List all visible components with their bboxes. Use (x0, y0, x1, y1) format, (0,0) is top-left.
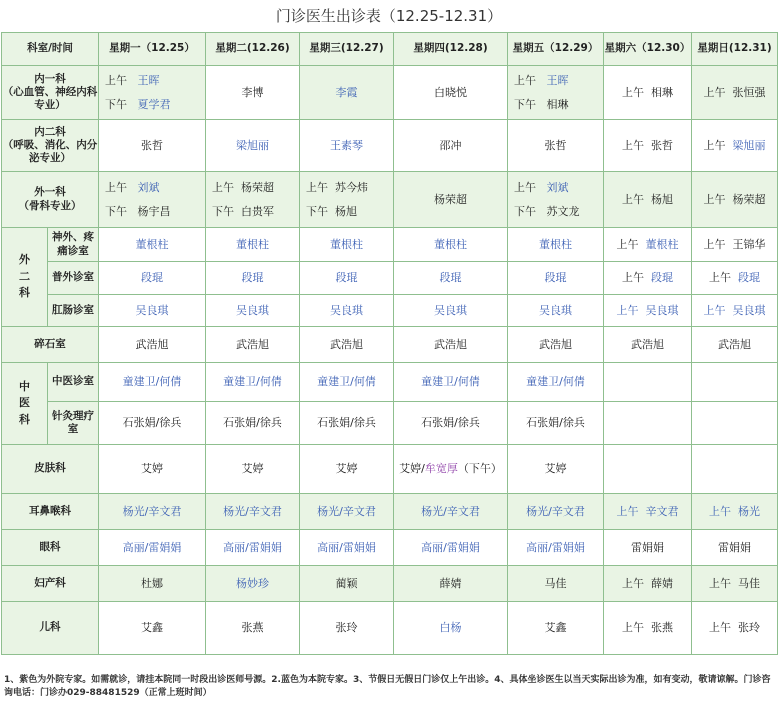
cell: 上午 相琳 (604, 66, 692, 120)
cell-empty (604, 402, 692, 445)
cell: 童建卫/何倩 (394, 363, 508, 402)
cell: 上午 刘斌 下午 苏文龙 (508, 172, 604, 228)
cell: 武浩旭 (394, 327, 508, 363)
header-fri: 星期五（12.29） (508, 33, 604, 66)
cell: 艾鑫 (508, 602, 604, 655)
sub-dept: 神外、疼痛诊室 (48, 228, 99, 262)
cell-empty (604, 445, 692, 494)
dept-label: 外一科 （骨科专业） (18, 186, 82, 212)
cell: 武浩旭 (206, 327, 300, 363)
cell: 石张娟/徐兵 (394, 402, 508, 445)
cell: 上午 杨荣超 (692, 172, 778, 228)
cell: 白晓悦 (394, 66, 508, 120)
cell: 吴良琪 (508, 295, 604, 327)
cell: 董根柱 (206, 228, 300, 262)
cell: 童建卫/何倩 (206, 363, 300, 402)
row-nk2 (2, 120, 778, 172)
cell: 吴良琪 (99, 295, 206, 327)
dept-fck: 妇产科 (2, 566, 99, 602)
cell: 艾鑫 (99, 602, 206, 655)
cell: 艾婷 (300, 445, 394, 494)
cell: 艾婷 (508, 445, 604, 494)
cell: 上午 张燕 (604, 602, 692, 655)
dept-sui: 碎石室 (2, 327, 99, 363)
row-yk (2, 530, 778, 566)
row-ebh (2, 494, 778, 530)
cell: 高丽/雷娟娟 (394, 530, 508, 566)
sub-dept: 针灸理疗室 (48, 402, 99, 445)
cell: 高丽/雷娟娟 (99, 530, 206, 566)
cell: 张燕 (206, 602, 300, 655)
cell: 王素琴 (300, 120, 394, 172)
cell: 段琨 (508, 262, 604, 295)
cell: 武浩旭 (692, 327, 778, 363)
cell: 董根柱 (99, 228, 206, 262)
row-sui (2, 327, 778, 363)
dept-wk2 (2, 228, 48, 327)
dept-nk2 (2, 120, 99, 172)
dept-nk1 (2, 66, 99, 120)
dept-ek: 儿科 (2, 602, 99, 655)
header-mon: 星期一（12.25） (99, 33, 206, 66)
cell: 董根柱 (508, 228, 604, 262)
footnote: 1、紫色为外院专家。如需就诊，请挂本院同一时段出诊医师号源。2.蓝色为本院专家。3、节假日无假日门诊仅上午出诊。4、具体坐诊医生以当天实际出诊为准，如有变动，敬请谅解。门诊咨询电话：门诊办029-88481529（正常上班时间） (4, 675, 771, 698)
cell: 雷娟娟 (604, 530, 692, 566)
cell: 李博 (206, 66, 300, 120)
cell: 上午 张玲 (692, 602, 778, 655)
row-zyzs (2, 363, 778, 402)
row-fck (2, 566, 778, 602)
header-sun: 星期日(12.31) (692, 33, 778, 66)
cell: 上午 张哲 (604, 120, 692, 172)
cell: 上午 杨旭 (604, 172, 692, 228)
cell: 石张娟/徐兵 (206, 402, 300, 445)
cell: 薛婧 (394, 566, 508, 602)
dept-label: 内一科 （心血管、神经内科专业） (2, 72, 98, 112)
cell: 武浩旭 (508, 327, 604, 363)
row-ek (2, 602, 778, 655)
header-tue: 星期二(12.26) (206, 33, 300, 66)
cell: 艾婷 (99, 445, 206, 494)
cell: 武浩旭 (300, 327, 394, 363)
cell: 段琨 (300, 262, 394, 295)
cell: 吴良琪 (300, 295, 394, 327)
cell: 武浩旭 (99, 327, 206, 363)
cell: 蔺颖 (300, 566, 394, 602)
cell: 杨光/辛文君 (99, 494, 206, 530)
row-gc (2, 295, 778, 327)
cell: 上午 刘斌 下午 杨宇昌 (99, 172, 206, 228)
cell: 白杨 (394, 602, 508, 655)
dept-pf: 皮肤科 (2, 445, 99, 494)
page-title: 门诊医生出诊表（12.25-12.31） (275, 7, 503, 25)
cell: 杨光/辛文君 (394, 494, 508, 530)
row-zj (2, 402, 778, 445)
dept-yk: 眼科 (2, 530, 99, 566)
dept-label: 内二科 （呼吸、消化、内分泌专业） (2, 125, 98, 165)
cell: 李霞 (300, 66, 394, 120)
cell: 段琨 (206, 262, 300, 295)
header-row (2, 33, 778, 66)
cell: 董根柱 (394, 228, 508, 262)
dept-label: 外二科 (19, 253, 30, 300)
cell: 上午 王晖 下午 夏学君 (99, 66, 206, 120)
cell: 上午 苏今炜 下午 杨旭 (300, 172, 394, 228)
cell: 上午 杨荣超 下午 白贵军 (206, 172, 300, 228)
cell: 上午 梁旭丽 (692, 120, 778, 172)
cell: 马佳 (508, 566, 604, 602)
cell: 上午 辛文君 (604, 494, 692, 530)
cell: 上午 王晖 下午 相琳 (508, 66, 604, 120)
dept-wk1 (2, 172, 99, 228)
cell: 雷娟娟 (692, 530, 778, 566)
cell: 杨光/辛文君 (508, 494, 604, 530)
schedule-table (1, 32, 778, 655)
cell: 邵冲 (394, 120, 508, 172)
row-pf (2, 445, 778, 494)
cell: 上午 董根柱 (604, 228, 692, 262)
sub-dept: 中医诊室 (48, 363, 99, 402)
cell: 上午 吴良琪 (604, 295, 692, 327)
header-thu: 星期四(12.28) (394, 33, 508, 66)
cell-empty (692, 402, 778, 445)
cell-empty (692, 445, 778, 494)
cell: 张玲 (300, 602, 394, 655)
cell: 张哲 (99, 120, 206, 172)
cell: 段琨 (99, 262, 206, 295)
cell: 杨光/辛文君 (300, 494, 394, 530)
cell-empty (604, 363, 692, 402)
cell: 上午 马佳 (692, 566, 778, 602)
dept-ebh: 耳鼻喉科 (2, 494, 99, 530)
dept-label: 中医科 (19, 379, 30, 426)
cell: 高丽/雷娟娟 (206, 530, 300, 566)
cell: 高丽/雷娟娟 (508, 530, 604, 566)
sub-dept: 肛肠诊室 (48, 295, 99, 327)
cell: 石张娟/徐兵 (300, 402, 394, 445)
cell: 杨妙珍 (206, 566, 300, 602)
cell: 上午 段琨 (604, 262, 692, 295)
cell-empty (692, 363, 778, 402)
cell: 梁旭丽 (206, 120, 300, 172)
cell: 段琨 (394, 262, 508, 295)
sub-dept: 普外诊室 (48, 262, 99, 295)
cell: 武浩旭 (604, 327, 692, 363)
row-nk1 (2, 66, 778, 120)
cell: 上午 王锦华 (692, 228, 778, 262)
row-sw (2, 228, 778, 262)
cell: 石张娟/徐兵 (99, 402, 206, 445)
cell: 上午 杨光 (692, 494, 778, 530)
cell: 石张娟/徐兵 (508, 402, 604, 445)
header-sat: 星期六（12.30） (604, 33, 692, 66)
cell: 高丽/雷娟娟 (300, 530, 394, 566)
cell: 童建卫/何倩 (300, 363, 394, 402)
cell: 上午 吴良琪 (692, 295, 778, 327)
header-wed: 星期三(12.27) (300, 33, 394, 66)
cell: 董根柱 (300, 228, 394, 262)
cell: 童建卫/何倩 (99, 363, 206, 402)
cell: 上午 薛婧 (604, 566, 692, 602)
cell: 杜娜 (99, 566, 206, 602)
row-pw (2, 262, 778, 295)
cell: 吴良琪 (206, 295, 300, 327)
dept-zy (2, 363, 48, 445)
cell: 张哲 (508, 120, 604, 172)
cell: 童建卫/何倩 (508, 363, 604, 402)
cell: 上午 张恒强 (692, 66, 778, 120)
cell: 杨荣超 (394, 172, 508, 228)
row-wk1 (2, 172, 778, 228)
cell: 上午 段琨 (692, 262, 778, 295)
cell: 艾婷 (206, 445, 300, 494)
cell: 艾婷/牟宽厚（下午） (394, 445, 508, 494)
header-dept: 科室/时间 (2, 33, 99, 66)
cell: 杨光/辛文君 (206, 494, 300, 530)
cell: 吴良琪 (394, 295, 508, 327)
